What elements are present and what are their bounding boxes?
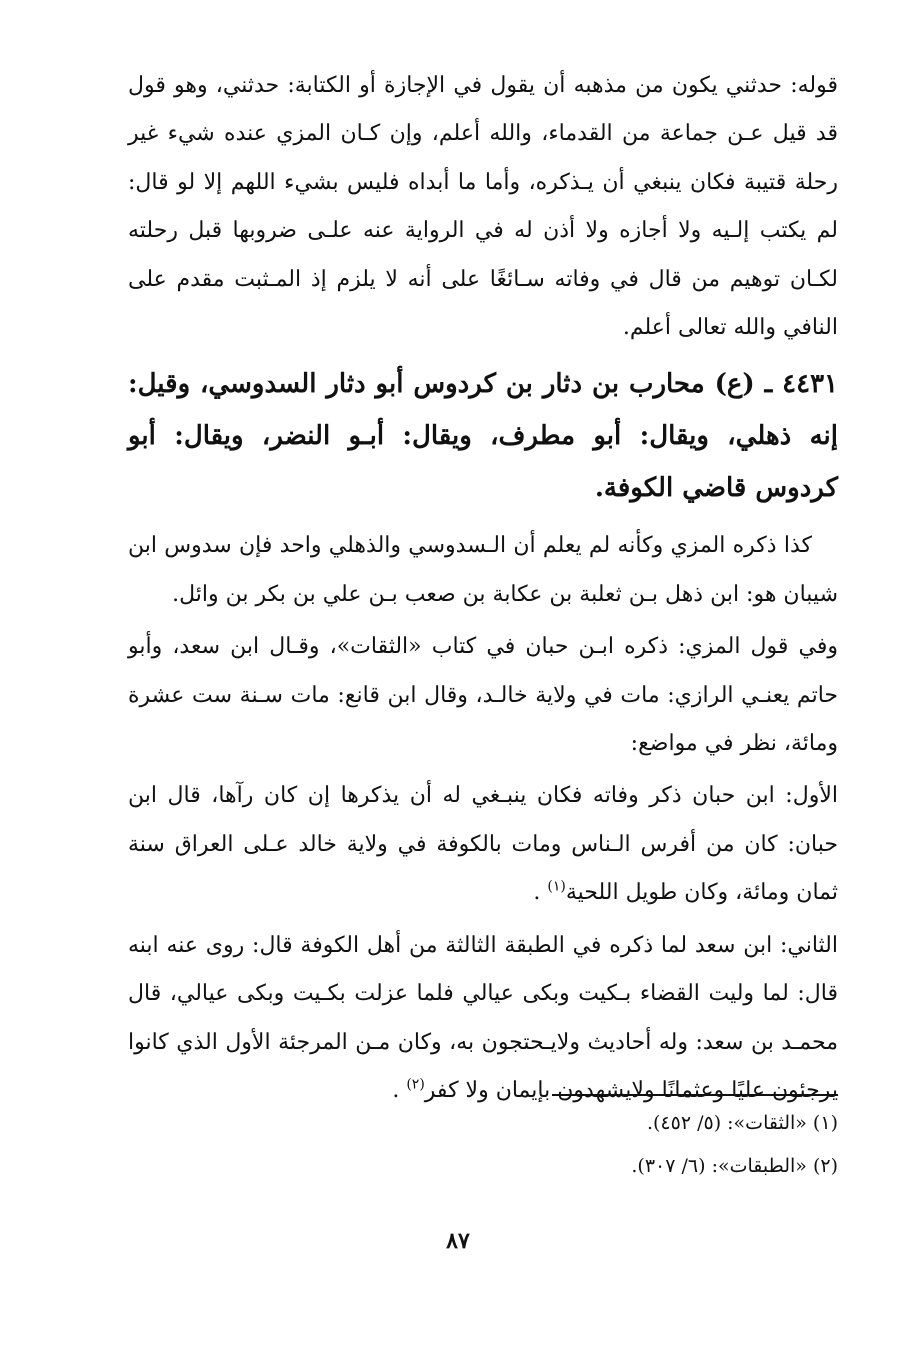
entry-heading: ٤٤٣١ ـ (ع) محارب بن دثار بن كردوس أبو دثار السدوسي، وقيل: إنه ذهلي، ويقال: أبو مطرف، ويقال: أبـو النضر، ويقال: أبو كردوس قاضي الكوفة.: [128, 369, 838, 504]
paragraph-name-note: كذا ذكره المزي وكأنه لم يعلم أن الـسدوسي والذهلي واحد فإن سدوس ابن شيبان هو: ابن ذهل بـن ثعلبة بن عكابة بن صعب بـن علي بن بكر بن وائل.: [128, 533, 838, 607]
first-point-text: الأول: ابن حبان ذكر وفاته فكان ينبـغي له أن يذكرها إن كان رآها، قال ابن حبان: كان من أفرس الـناس ومات بالكوفة في ولاية خالد عـلى العراق سنة ثمان ومائة، وكان طويل اللحية: [128, 783, 838, 906]
footnote-2: (٢) «الطبقات»: (٦/ ٣٠٧).: [631, 1155, 838, 1177]
intro-paragraph: قوله: حدثني يكون من مذهبه أن يقول في الإجازة أو الكتابة: حدثني، وهو قول قد قيل عـن جماعة من القدماء، والله أعلم، وإن كـان المزي عنده شيء غير رحلة قتيبة فكان ينبغي أن يـذكره، وأما ما أبداه فليس بشيء اللهم إلا لو قال: لم يكتب إلـيه ولا أجازه ولا أذن له في الرواية عنه علـى ضروبها قبل رحلته لكـان توهيم من قال في وفاته سـائغًا على أنه لا يلزم إذ المـثبت مقدم على النافي والله تعالى أعلم.: [128, 73, 838, 341]
footnote-1: (١) «الثقات»: (٥/ ٤٥٢).: [646, 1112, 838, 1134]
page-body: [128, 62, 838, 1115]
second-point-end: .: [392, 1077, 407, 1103]
paragraph-second-point: [128, 922, 838, 1116]
page-number: ٨٧: [446, 1228, 470, 1254]
footnotes: [128, 1102, 838, 1188]
second-point-text: الثاني: ابن سعد لما ذكره في الطبقة الثالثة من أهل الكوفة قال: روى عنه ابنه قال: لما وليت القضاء بـكيت وبكى عيالي فلما عزلت بكـيت وبكى عيالي، قال محمـد بن سعد: وله أحاديث ولايـحتجون به، وكان مـن المرجئة الأول الذي كانوا يرجئون عليًا وعثمانًا ولايشهدون بإيمان ولا كفر: [128, 932, 838, 1103]
footnote-ref-1[interactable]: (١): [547, 878, 566, 895]
paragraph-mizzi-statement: وفي قول المزي: ذكره ابـن حبان في كتاب «الثقات»، وقـال ابن سعد، وأبو حاتم يعنـي الرازي: مات في ولاية خالـد، وقال ابن قانع: مات سـنة ست عشرة ومائة، نظر في مواضع:: [128, 634, 838, 757]
paragraph-first-point: [128, 772, 838, 917]
footnote-ref-2[interactable]: (٢): [406, 1076, 425, 1093]
first-point-end: .: [533, 880, 548, 906]
footnote-divider: [552, 1094, 838, 1096]
